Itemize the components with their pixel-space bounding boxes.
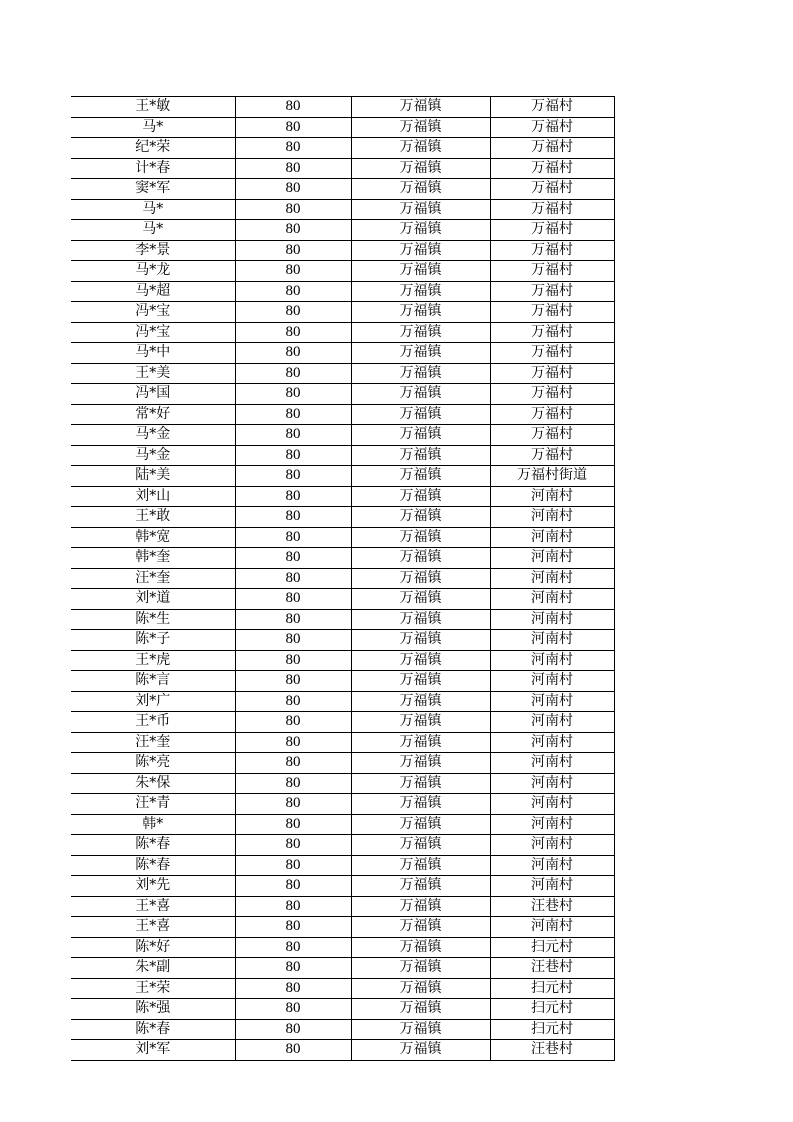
town-cell: 万福镇 xyxy=(351,527,490,548)
town-cell: 万福镇 xyxy=(351,486,490,507)
amount-cell: 80 xyxy=(235,671,351,692)
town-cell: 万福镇 xyxy=(351,896,490,917)
table-row xyxy=(71,425,614,446)
amount-cell: 80 xyxy=(235,199,351,220)
amount-cell: 80 xyxy=(235,937,351,958)
village-cell: 河南村 xyxy=(490,732,614,753)
table-row xyxy=(71,343,614,364)
table-row xyxy=(71,937,614,958)
table-row xyxy=(71,322,614,343)
data-table xyxy=(71,96,615,1061)
name-cell: 朱*保 xyxy=(71,773,235,794)
table-row xyxy=(71,650,614,671)
village-cell: 河南村 xyxy=(490,486,614,507)
town-cell: 万福镇 xyxy=(351,589,490,610)
town-cell: 万福镇 xyxy=(351,302,490,323)
amount-cell: 80 xyxy=(235,835,351,856)
name-cell: 刘*军 xyxy=(71,1040,235,1061)
town-cell: 万福镇 xyxy=(351,814,490,835)
table-row xyxy=(71,978,614,999)
village-cell: 万福村 xyxy=(490,384,614,405)
town-cell: 万福镇 xyxy=(351,220,490,241)
amount-cell: 80 xyxy=(235,220,351,241)
amount-cell: 80 xyxy=(235,548,351,569)
name-cell: 马* xyxy=(71,220,235,241)
name-cell: 王*喜 xyxy=(71,917,235,938)
town-cell: 万福镇 xyxy=(351,917,490,938)
amount-cell: 80 xyxy=(235,650,351,671)
village-cell: 河南村 xyxy=(490,835,614,856)
table-row xyxy=(71,568,614,589)
name-cell: 王*敏 xyxy=(71,97,235,118)
town-cell: 万福镇 xyxy=(351,609,490,630)
town-cell: 万福镇 xyxy=(351,978,490,999)
town-cell: 万福镇 xyxy=(351,999,490,1020)
amount-cell: 80 xyxy=(235,527,351,548)
village-cell: 万福村 xyxy=(490,97,614,118)
town-cell: 万福镇 xyxy=(351,855,490,876)
amount-cell: 80 xyxy=(235,302,351,323)
amount-cell: 80 xyxy=(235,281,351,302)
name-cell: 常*好 xyxy=(71,404,235,425)
table-row xyxy=(71,732,614,753)
village-cell: 河南村 xyxy=(490,548,614,569)
table-row xyxy=(71,1019,614,1040)
name-cell: 马*超 xyxy=(71,281,235,302)
table-row xyxy=(71,794,614,815)
name-cell: 刘*山 xyxy=(71,486,235,507)
table-row xyxy=(71,855,614,876)
town-cell: 万福镇 xyxy=(351,630,490,651)
amount-cell: 80 xyxy=(235,814,351,835)
town-cell: 万福镇 xyxy=(351,261,490,282)
town-cell: 万福镇 xyxy=(351,548,490,569)
name-cell: 王*敢 xyxy=(71,507,235,528)
town-cell: 万福镇 xyxy=(351,671,490,692)
table-row xyxy=(71,896,614,917)
name-cell: 冯*国 xyxy=(71,384,235,405)
village-cell: 万福村 xyxy=(490,302,614,323)
town-cell: 万福镇 xyxy=(351,199,490,220)
table-row xyxy=(71,261,614,282)
table-row xyxy=(71,138,614,159)
name-cell: 马*金 xyxy=(71,425,235,446)
name-cell: 冯*宝 xyxy=(71,302,235,323)
name-cell: 王*荣 xyxy=(71,978,235,999)
town-cell: 万福镇 xyxy=(351,650,490,671)
name-cell: 马*中 xyxy=(71,343,235,364)
name-cell: 纪*荣 xyxy=(71,138,235,159)
village-cell: 万福村 xyxy=(490,445,614,466)
village-cell: 万福村 xyxy=(490,220,614,241)
amount-cell: 80 xyxy=(235,794,351,815)
amount-cell: 80 xyxy=(235,404,351,425)
table-row xyxy=(71,548,614,569)
village-cell: 万福村 xyxy=(490,404,614,425)
village-cell: 河南村 xyxy=(490,794,614,815)
town-cell: 万福镇 xyxy=(351,363,490,384)
village-cell: 万福村 xyxy=(490,343,614,364)
table-row xyxy=(71,117,614,138)
amount-cell: 80 xyxy=(235,896,351,917)
table-row xyxy=(71,179,614,200)
amount-cell: 80 xyxy=(235,486,351,507)
name-cell: 汪*青 xyxy=(71,794,235,815)
amount-cell: 80 xyxy=(235,630,351,651)
amount-cell: 80 xyxy=(235,384,351,405)
name-cell: 韩*宽 xyxy=(71,527,235,548)
amount-cell: 80 xyxy=(235,691,351,712)
table-row xyxy=(71,1040,614,1061)
name-cell: 马* xyxy=(71,199,235,220)
table-row xyxy=(71,712,614,733)
village-cell: 扫元村 xyxy=(490,937,614,958)
town-cell: 万福镇 xyxy=(351,445,490,466)
town-cell: 万福镇 xyxy=(351,466,490,487)
town-cell: 万福镇 xyxy=(351,773,490,794)
table-row xyxy=(71,466,614,487)
table-row xyxy=(71,240,614,261)
name-cell: 朱*副 xyxy=(71,958,235,979)
amount-cell: 80 xyxy=(235,445,351,466)
name-cell: 陈*子 xyxy=(71,630,235,651)
village-cell: 河南村 xyxy=(490,814,614,835)
village-cell: 河南村 xyxy=(490,773,614,794)
village-cell: 河南村 xyxy=(490,568,614,589)
name-cell: 王*虎 xyxy=(71,650,235,671)
village-cell: 河南村 xyxy=(490,691,614,712)
name-cell: 韩* xyxy=(71,814,235,835)
name-cell: 马* xyxy=(71,117,235,138)
town-cell: 万福镇 xyxy=(351,691,490,712)
table-row xyxy=(71,445,614,466)
village-cell: 汪巷村 xyxy=(490,1040,614,1061)
amount-cell: 80 xyxy=(235,179,351,200)
amount-cell: 80 xyxy=(235,712,351,733)
town-cell: 万福镇 xyxy=(351,732,490,753)
amount-cell: 80 xyxy=(235,261,351,282)
village-cell: 万福村 xyxy=(490,138,614,159)
table-row xyxy=(71,773,614,794)
table-body xyxy=(71,97,614,1061)
table-row xyxy=(71,97,614,118)
table-row xyxy=(71,691,614,712)
name-cell: 陆*美 xyxy=(71,466,235,487)
table-row xyxy=(71,609,614,630)
name-cell: 陈*春 xyxy=(71,1019,235,1040)
amount-cell: 80 xyxy=(235,855,351,876)
table-row xyxy=(71,384,614,405)
amount-cell: 80 xyxy=(235,240,351,261)
name-cell: 刘*道 xyxy=(71,589,235,610)
town-cell: 万福镇 xyxy=(351,568,490,589)
town-cell: 万福镇 xyxy=(351,322,490,343)
amount-cell: 80 xyxy=(235,589,351,610)
amount-cell: 80 xyxy=(235,1019,351,1040)
name-cell: 刘*先 xyxy=(71,876,235,897)
amount-cell: 80 xyxy=(235,732,351,753)
village-cell: 河南村 xyxy=(490,855,614,876)
amount-cell: 80 xyxy=(235,343,351,364)
village-cell: 万福村 xyxy=(490,261,614,282)
town-cell: 万福镇 xyxy=(351,179,490,200)
town-cell: 万福镇 xyxy=(351,281,490,302)
amount-cell: 80 xyxy=(235,773,351,794)
village-cell: 河南村 xyxy=(490,876,614,897)
village-cell: 河南村 xyxy=(490,753,614,774)
table-row xyxy=(71,158,614,179)
table-row xyxy=(71,507,614,528)
amount-cell: 80 xyxy=(235,568,351,589)
name-cell: 王*美 xyxy=(71,363,235,384)
table-row xyxy=(71,281,614,302)
amount-cell: 80 xyxy=(235,753,351,774)
name-cell: 冯*宝 xyxy=(71,322,235,343)
amount-cell: 80 xyxy=(235,999,351,1020)
amount-cell: 80 xyxy=(235,158,351,179)
village-cell: 万福村 xyxy=(490,240,614,261)
table-row xyxy=(71,999,614,1020)
amount-cell: 80 xyxy=(235,876,351,897)
village-cell: 万福村 xyxy=(490,425,614,446)
amount-cell: 80 xyxy=(235,1040,351,1061)
village-cell: 万福村 xyxy=(490,158,614,179)
village-cell: 河南村 xyxy=(490,609,614,630)
amount-cell: 80 xyxy=(235,425,351,446)
amount-cell: 80 xyxy=(235,958,351,979)
village-cell: 扫元村 xyxy=(490,999,614,1020)
name-cell: 陈*春 xyxy=(71,835,235,856)
town-cell: 万福镇 xyxy=(351,753,490,774)
name-cell: 刘*广 xyxy=(71,691,235,712)
amount-cell: 80 xyxy=(235,507,351,528)
village-cell: 河南村 xyxy=(490,507,614,528)
village-cell: 扫元村 xyxy=(490,978,614,999)
village-cell: 汪巷村 xyxy=(490,896,614,917)
name-cell: 李*景 xyxy=(71,240,235,261)
town-cell: 万福镇 xyxy=(351,158,490,179)
table-row xyxy=(71,404,614,425)
village-cell: 河南村 xyxy=(490,671,614,692)
village-cell: 河南村 xyxy=(490,650,614,671)
town-cell: 万福镇 xyxy=(351,404,490,425)
town-cell: 万福镇 xyxy=(351,240,490,261)
village-cell: 万福村 xyxy=(490,363,614,384)
name-cell: 陈*亮 xyxy=(71,753,235,774)
table-row xyxy=(71,630,614,651)
name-cell: 汪*奎 xyxy=(71,732,235,753)
town-cell: 万福镇 xyxy=(351,937,490,958)
amount-cell: 80 xyxy=(235,363,351,384)
table-row xyxy=(71,589,614,610)
table-row xyxy=(71,302,614,323)
name-cell: 韩*奎 xyxy=(71,548,235,569)
amount-cell: 80 xyxy=(235,97,351,118)
table-row xyxy=(71,671,614,692)
name-cell: 计*春 xyxy=(71,158,235,179)
table-row xyxy=(71,835,614,856)
town-cell: 万福镇 xyxy=(351,343,490,364)
name-cell: 陈*言 xyxy=(71,671,235,692)
amount-cell: 80 xyxy=(235,917,351,938)
table-row xyxy=(71,527,614,548)
table-row xyxy=(71,486,614,507)
village-cell: 河南村 xyxy=(490,917,614,938)
village-cell: 万福村 xyxy=(490,281,614,302)
village-cell: 河南村 xyxy=(490,527,614,548)
table-row xyxy=(71,814,614,835)
village-cell: 万福村 xyxy=(490,322,614,343)
town-cell: 万福镇 xyxy=(351,958,490,979)
name-cell: 陈*好 xyxy=(71,937,235,958)
name-cell: 马*龙 xyxy=(71,261,235,282)
town-cell: 万福镇 xyxy=(351,97,490,118)
village-cell: 河南村 xyxy=(490,712,614,733)
village-cell: 河南村 xyxy=(490,589,614,610)
town-cell: 万福镇 xyxy=(351,835,490,856)
table-row xyxy=(71,199,614,220)
table-row xyxy=(71,958,614,979)
amount-cell: 80 xyxy=(235,978,351,999)
village-cell: 万福村街道 xyxy=(490,466,614,487)
table-row xyxy=(71,917,614,938)
name-cell: 王*币 xyxy=(71,712,235,733)
village-cell: 万福村 xyxy=(490,117,614,138)
village-cell: 扫元村 xyxy=(490,1019,614,1040)
village-cell: 万福村 xyxy=(490,179,614,200)
amount-cell: 80 xyxy=(235,117,351,138)
town-cell: 万福镇 xyxy=(351,794,490,815)
table-row xyxy=(71,363,614,384)
village-cell: 汪巷村 xyxy=(490,958,614,979)
town-cell: 万福镇 xyxy=(351,138,490,159)
name-cell: 窦*军 xyxy=(71,179,235,200)
village-cell: 河南村 xyxy=(490,630,614,651)
table-row xyxy=(71,753,614,774)
town-cell: 万福镇 xyxy=(351,1040,490,1061)
amount-cell: 80 xyxy=(235,138,351,159)
town-cell: 万福镇 xyxy=(351,876,490,897)
amount-cell: 80 xyxy=(235,322,351,343)
name-cell: 陈*春 xyxy=(71,855,235,876)
town-cell: 万福镇 xyxy=(351,117,490,138)
table-row xyxy=(71,876,614,897)
village-cell: 万福村 xyxy=(490,199,614,220)
name-cell: 陈*强 xyxy=(71,999,235,1020)
town-cell: 万福镇 xyxy=(351,1019,490,1040)
amount-cell: 80 xyxy=(235,609,351,630)
town-cell: 万福镇 xyxy=(351,712,490,733)
name-cell: 马*金 xyxy=(71,445,235,466)
town-cell: 万福镇 xyxy=(351,507,490,528)
amount-cell: 80 xyxy=(235,466,351,487)
name-cell: 陈*生 xyxy=(71,609,235,630)
town-cell: 万福镇 xyxy=(351,425,490,446)
name-cell: 汪*奎 xyxy=(71,568,235,589)
town-cell: 万福镇 xyxy=(351,384,490,405)
name-cell: 王*喜 xyxy=(71,896,235,917)
table-row xyxy=(71,220,614,241)
